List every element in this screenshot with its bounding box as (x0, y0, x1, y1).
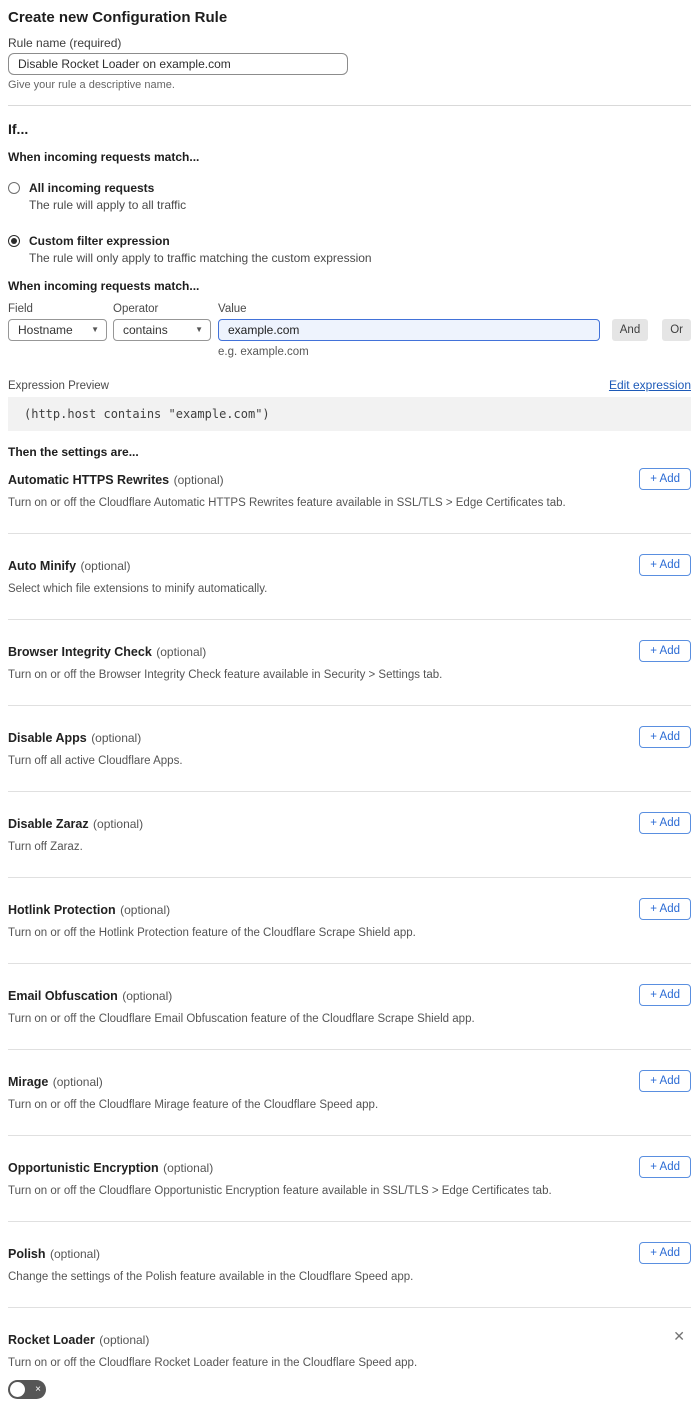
chevron-down-icon: ▼ (91, 325, 99, 334)
setting-title-line (8, 816, 691, 832)
setting-description: Turn on or off the Cloudflare Rocket Loader feature in the Cloudflare Speed app. (8, 1357, 418, 1369)
setting-name: Mirage (8, 1075, 49, 1089)
setting-name: Email Obfuscation (8, 989, 118, 1003)
setting-description: Change the settings of the Polish feature available in the Cloudflare Speed app. (8, 1271, 414, 1283)
or-button[interactable]: Or (662, 319, 691, 341)
rule-name-help: Give your rule a descriptive name. (8, 79, 175, 91)
setting-optional-label: (optional) (173, 473, 224, 487)
chevron-down-icon: ▼ (195, 325, 203, 334)
value-help-text: e.g. example.com (218, 346, 309, 358)
value-column-label: Value (218, 303, 247, 315)
setting-title-line (8, 1332, 691, 1348)
then-settings-heading: Then the settings are... (8, 445, 139, 459)
add-setting-button[interactable]: + Add (639, 812, 691, 834)
toggle-off-icon: × (35, 1383, 41, 1395)
setting-title-line (8, 644, 691, 660)
setting-optional-label: (optional) (156, 645, 207, 659)
radio-texts (29, 181, 186, 212)
setting-name: Disable Apps (8, 731, 87, 745)
setting-description: Turn on or off the Hotlink Protection feature of the Cloudflare Scrape Shield app. (8, 927, 416, 939)
setting-optional-label: (optional) (99, 1333, 150, 1347)
setting-name: Browser Integrity Check (8, 645, 152, 659)
setting-optional-label: (optional) (93, 817, 144, 831)
add-setting-button[interactable]: + Add (639, 468, 691, 490)
setting-title-line (8, 730, 691, 746)
setting-row (8, 1050, 691, 1136)
setting-description: Turn on or off the Cloudflare Mirage feature of the Cloudflare Speed app. (8, 1099, 379, 1111)
radio-option-all-incoming-requests[interactable] (8, 181, 691, 212)
setting-description: Turn on or off the Cloudflare Automatic HTTPS Rewrites feature available in SSL/TLS > Edge Certificates tab. (8, 497, 566, 509)
setting-row (8, 459, 691, 534)
setting-optional-label: (optional) (52, 1075, 103, 1089)
radio-option-custom-filter-expression[interactable] (8, 234, 691, 265)
operator-select-value: contains (123, 323, 168, 337)
builder-heading: When incoming requests match... (8, 279, 200, 293)
builder-column-labels (8, 303, 691, 316)
setting-row (8, 620, 691, 706)
setting-row (8, 964, 691, 1050)
setting-row (8, 534, 691, 620)
setting-name: Hotlink Protection (8, 903, 116, 917)
setting-row-rocket-loader (8, 1308, 691, 1399)
setting-name: Automatic HTTPS Rewrites (8, 473, 170, 487)
setting-optional-label: (optional) (80, 559, 131, 573)
expression-preview-label: Expression Preview (8, 380, 109, 392)
operator-column-label: Operator (113, 303, 159, 315)
radio-texts (29, 234, 372, 265)
value-input[interactable] (218, 319, 600, 341)
setting-optional-label: (optional) (49, 1247, 100, 1261)
rocket-loader-toggle[interactable] (8, 1380, 46, 1399)
add-setting-button[interactable]: + Add (639, 898, 691, 920)
add-setting-button[interactable]: + Add (639, 1070, 691, 1092)
rule-name-input[interactable] (8, 53, 348, 75)
setting-title-line (8, 472, 691, 488)
radio-button[interactable] (8, 182, 20, 194)
add-setting-button[interactable]: + Add (639, 1156, 691, 1178)
setting-description: Turn on or off the Browser Integrity Check feature available in Security > Settings tab. (8, 669, 443, 681)
expression-builder-row (8, 319, 691, 341)
setting-description: Turn off all active Cloudflare Apps. (8, 755, 183, 767)
radio-description: The rule will apply to all traffic (29, 198, 187, 212)
setting-title-line (8, 988, 691, 1004)
section-divider (8, 105, 691, 106)
add-setting-button[interactable]: + Add (639, 984, 691, 1006)
settings-list (8, 459, 691, 1308)
setting-optional-label: (optional) (120, 903, 171, 917)
setting-optional-label: (optional) (91, 731, 142, 745)
field-select-value: Hostname (18, 323, 73, 337)
field-column-label: Field (8, 303, 33, 315)
close-icon[interactable]: ✕ (673, 1328, 685, 1344)
setting-title-line (8, 1074, 691, 1090)
rule-name-label: Rule name (required) (8, 36, 122, 50)
radio-button-checked[interactable] (8, 235, 20, 247)
setting-optional-label: (optional) (163, 1161, 214, 1175)
setting-row (8, 878, 691, 964)
radio-label: All incoming requests (29, 181, 155, 195)
setting-description: Turn off Zaraz. (8, 841, 83, 853)
setting-description: Select which file extensions to minify automatically. (8, 583, 268, 595)
setting-title-line (8, 902, 691, 918)
setting-description: Turn on or off the Cloudflare Opportunistic Encryption feature available in SSL/TLS > Edge Certificates tab. (8, 1185, 552, 1197)
add-setting-button[interactable]: + Add (639, 554, 691, 576)
setting-name: Disable Zaraz (8, 817, 89, 831)
setting-row (8, 706, 691, 792)
add-setting-button[interactable]: + Add (639, 1242, 691, 1264)
toggle-knob (10, 1382, 25, 1397)
edit-expression-link[interactable]: Edit expression (608, 378, 691, 392)
setting-row (8, 1222, 691, 1308)
and-button[interactable]: And (612, 319, 648, 341)
page-title: Create new Configuration Rule (8, 9, 228, 26)
setting-title-line (8, 1246, 691, 1262)
setting-title-line (8, 1160, 691, 1176)
incoming-requests-match-label: When incoming requests match... (8, 150, 200, 164)
setting-title-line (8, 558, 691, 574)
setting-name: Polish (8, 1247, 46, 1261)
expression-preview-code: (http.host contains "example.com") (8, 397, 691, 431)
radio-label: Custom filter expression (29, 234, 170, 248)
setting-optional-label: (optional) (122, 989, 173, 1003)
radio-description: The rule will only apply to traffic matching the custom expression (29, 251, 372, 265)
setting-row (8, 792, 691, 878)
setting-name: Rocket Loader (8, 1333, 95, 1347)
setting-name: Auto Minify (8, 559, 77, 573)
add-setting-button[interactable]: + Add (639, 640, 691, 662)
if-heading: If... (8, 121, 29, 137)
operator-select[interactable] (113, 319, 211, 341)
expression-preview-header (8, 378, 691, 392)
add-setting-button[interactable]: + Add (639, 726, 691, 748)
setting-description: Turn on or off the Cloudflare Email Obfuscation feature of the Cloudflare Scrape Shield app. (8, 1013, 475, 1025)
setting-name: Opportunistic Encryption (8, 1161, 159, 1175)
field-select[interactable] (8, 319, 107, 341)
setting-row (8, 1136, 691, 1222)
